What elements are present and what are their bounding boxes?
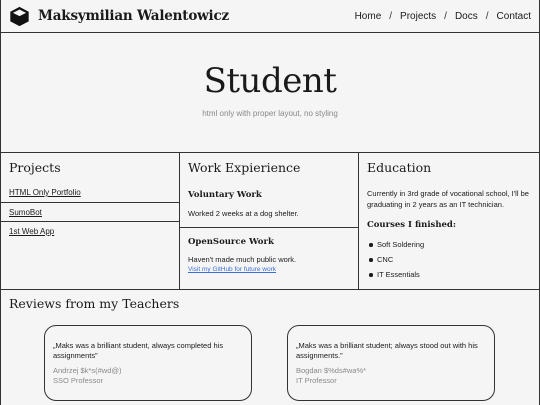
- site-header: [0, 0, 540, 33]
- page-title: Student: [203, 61, 337, 101]
- review-author: Andrzej $k*s(#wd@): [53, 366, 122, 375]
- review-quote: „Maks was a brilliant student, always completed his assignments”: [53, 341, 224, 360]
- nav-separator: /: [444, 11, 447, 22]
- work-section: [180, 153, 359, 290]
- cube-icon[interactable]: [9, 6, 30, 27]
- review-quote: „Maks was a brilliant student; always stood out with his assignments.”: [296, 341, 478, 360]
- info-columns: [0, 153, 540, 290]
- education-heading: Education: [367, 160, 432, 175]
- list-item: CNC: [367, 252, 424, 267]
- github-link[interactable]: Visit my GitHub for future work: [188, 266, 277, 273]
- site-title: Maksymilian Walentowicz: [38, 8, 229, 24]
- main-nav: [355, 11, 531, 22]
- voluntary-work-text: Worked 2 weeks at a dog shelter.: [188, 209, 299, 218]
- education-text: Currently in 3rd grade of vocational school, I'll be graduating in 2 years as an IT technician.: [367, 189, 529, 209]
- review-role: IT Professor: [296, 376, 337, 385]
- reviews-section: [0, 290, 540, 405]
- list-item: Soft Soldering: [367, 237, 424, 252]
- nav-separator: /: [485, 11, 489, 22]
- list-item: [0, 183, 180, 203]
- reviews-heading: Reviews from my Teachers: [9, 296, 180, 311]
- review-role: SSO Professor: [53, 376, 104, 385]
- work-heading: Work Expierience: [188, 160, 301, 175]
- nav-separator: /: [389, 11, 393, 22]
- voluntary-work-title: Voluntary Work: [188, 190, 262, 200]
- nav-docs[interactable]: Docs: [454, 11, 478, 22]
- voluntary-work-block: [180, 181, 359, 228]
- project-link-sumobot[interactable]: SumoBot: [9, 207, 42, 217]
- list-item: [0, 203, 180, 223]
- page-subtitle: html only with proper layout, no styling: [202, 109, 338, 118]
- nav-projects[interactable]: Projects: [400, 11, 437, 22]
- projects-heading: Projects: [9, 160, 61, 175]
- project-link-html-portfolio[interactable]: HTML Only Portfolio: [9, 188, 81, 197]
- list-item: [0, 222, 180, 242]
- opensource-work-text: Haven't made much public work.: [188, 255, 297, 264]
- projects-list: [0, 183, 180, 242]
- project-link-web-app[interactable]: 1st Web App: [9, 227, 55, 236]
- review-author: Bogdan $%ds#wa%*: [296, 366, 367, 375]
- opensource-work-title: OpenSource Work: [188, 237, 274, 247]
- list-item: IT Essentials: [367, 267, 424, 282]
- courses-heading: Courses I finished:: [367, 220, 457, 230]
- review-card: [287, 325, 495, 401]
- opensource-work-block: [180, 228, 359, 290]
- education-section: [359, 153, 540, 290]
- review-card: [44, 325, 252, 401]
- courses-list: [367, 237, 424, 282]
- nav-home[interactable]: Home: [354, 11, 382, 22]
- hero-section: [0, 33, 540, 153]
- nav-contact[interactable]: Contact: [496, 11, 531, 22]
- projects-section: [0, 153, 180, 290]
